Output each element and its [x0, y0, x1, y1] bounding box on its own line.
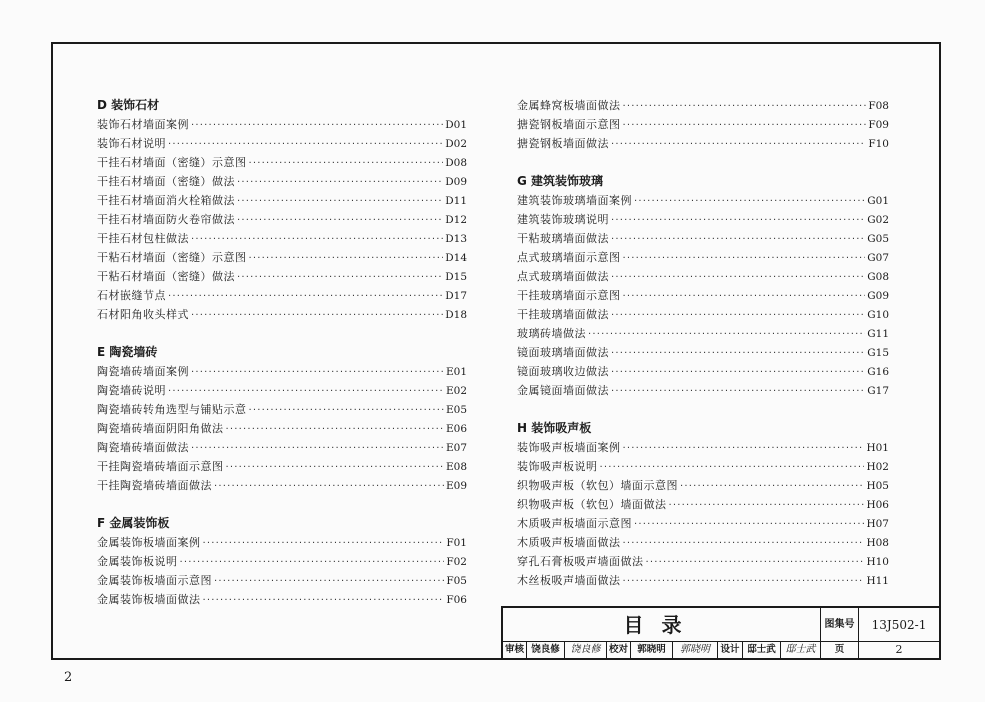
signature-row: [503, 642, 939, 658]
check-name: 郭晓明: [631, 642, 673, 658]
toc-entry-title: 干挂陶瓷墙砖墙面示意图: [97, 460, 224, 473]
toc-entry: [97, 305, 467, 324]
toc-entry-title: 金属装饰板墙面做法: [97, 593, 201, 606]
dot-leader: [237, 211, 443, 230]
toc-entry-code: H11: [866, 575, 889, 587]
dot-leader: [669, 496, 865, 515]
toc-entry: [97, 172, 467, 191]
toc-entry-title: 干粘石材墙面（密缝）做法: [97, 270, 235, 283]
toc-entry: [97, 590, 467, 609]
toc-entry: [517, 476, 889, 495]
section-gap: [517, 153, 889, 172]
toc-entry: [517, 514, 889, 533]
toc-entry-title: 陶瓷墙砖墙面阴阳角做法: [97, 422, 224, 435]
section-gap: [517, 400, 889, 419]
dot-leader: [226, 458, 444, 477]
toc-entry-title: 玻璃砖墙做法: [517, 327, 586, 340]
dot-leader: [611, 268, 865, 287]
toc-entry-code: E05: [445, 404, 467, 416]
toc-entry-code: G15: [867, 347, 889, 359]
dot-leader: [611, 363, 865, 382]
toc-entry: [517, 552, 889, 571]
dot-leader: [249, 401, 444, 420]
toc-entry: [97, 286, 467, 305]
review-name: 饶良修: [527, 642, 565, 658]
toc-entry: [517, 457, 889, 476]
toc-entry-code: H02: [866, 461, 889, 473]
toc-entry-code: G09: [867, 290, 889, 302]
toc-entry-code: D17: [445, 290, 467, 302]
toc-entry: [97, 229, 467, 248]
toc-entry-title: 干挂石材包柱做法: [97, 232, 189, 245]
toc-entry: [97, 419, 467, 438]
toc-entry-title: 干挂陶瓷墙砖墙面做法: [97, 479, 212, 492]
toc-entry-code: F06: [446, 594, 467, 606]
toc-entry-code: E07: [445, 442, 467, 454]
toc-entry-title: 干挂石材墙面（密缝）做法: [97, 175, 235, 188]
toc-entry-code: D15: [445, 271, 467, 283]
dot-leader: [203, 591, 445, 610]
toc-entry-code: D14: [445, 252, 467, 264]
toc-entry: [517, 362, 889, 381]
dot-leader: [623, 97, 867, 116]
page-label: 页: [821, 642, 859, 658]
toc-entry-title: 建筑装饰玻璃说明: [517, 213, 609, 226]
dot-leader: [611, 230, 865, 249]
toc-entry-code: G05: [867, 233, 889, 245]
toc-entry-title: 石材嵌缝节点: [97, 289, 166, 302]
toc-entry-code: D09: [445, 176, 467, 188]
toc-entry: [517, 96, 889, 115]
design-name: 邸士武: [743, 642, 781, 658]
toc-entry-title: 点式玻璃墙面示意图: [517, 251, 621, 264]
dot-leader: [634, 515, 864, 534]
toc-entry-code: E09: [445, 480, 467, 492]
toc-entry-code: D01: [445, 119, 467, 131]
dot-leader: [600, 458, 865, 477]
dot-leader: [168, 135, 443, 154]
dot-leader: [226, 420, 444, 439]
toc-entry: [517, 229, 889, 248]
toc-entry-code: G11: [867, 328, 889, 340]
toc-entry: [517, 495, 889, 514]
dot-leader: [623, 439, 865, 458]
toc-entry-title: 干挂石材墙面防火卷帘做法: [97, 213, 235, 226]
toc-entry-title: 金属装饰板墙面示意图: [97, 574, 212, 587]
toc-entry-code: D18: [445, 309, 467, 321]
toc-entry-code: F08: [868, 100, 889, 112]
section-heading: G 建筑装饰玻璃: [517, 174, 604, 188]
section-heading: H 装饰吸声板: [517, 421, 592, 435]
toc-entry-code: E08: [445, 461, 467, 473]
dot-leader: [191, 306, 443, 325]
section-gap: [97, 495, 467, 514]
design-signature: 邸士武: [781, 642, 821, 658]
toc-entry: [517, 438, 889, 457]
toc-right-column: [517, 96, 889, 590]
toc-entry-title: 金属镜面墙面做法: [517, 384, 609, 397]
toc-entry-title: 木质吸声板墙面做法: [517, 536, 621, 549]
toc-entry-title: 穿孔石膏板吸声墙面做法: [517, 555, 644, 568]
atlas-number: 13J502-1: [859, 608, 939, 642]
review-label: 审核: [503, 642, 527, 658]
dot-leader: [203, 534, 445, 553]
toc-entry: [517, 343, 889, 362]
toc-entry-title: 点式玻璃墙面做法: [517, 270, 609, 283]
toc-entry-code: H07: [866, 518, 889, 530]
design-label: 设计: [718, 642, 743, 658]
title-block: [501, 606, 939, 658]
toc-entry-code: D02: [445, 138, 467, 150]
toc-entry: [517, 210, 889, 229]
toc-entry: [517, 115, 889, 134]
toc-entry-code: H08: [866, 537, 889, 549]
dot-leader: [237, 192, 443, 211]
dot-leader: [191, 230, 443, 249]
dot-leader: [611, 344, 865, 363]
toc-entry: [97, 134, 467, 153]
toc-entry-code: D11: [445, 195, 467, 207]
check-signature: 郭晓明: [673, 642, 718, 658]
toc-left-column: [97, 96, 467, 609]
toc-entry-code: D12: [445, 214, 467, 226]
dot-leader: [237, 268, 443, 287]
toc-entry: [517, 305, 889, 324]
toc-entry-code: F05: [446, 575, 467, 587]
toc-entry: [517, 286, 889, 305]
dot-leader: [623, 572, 865, 591]
dot-leader: [611, 211, 865, 230]
atlas-number-label: 图集号: [821, 608, 859, 642]
toc-entry-title: 装饰吸声板墙面案例: [517, 441, 621, 454]
dot-leader: [168, 287, 443, 306]
toc-entry-title: 干粘石材墙面（密缝）示意图: [97, 251, 247, 264]
toc-entry-code: G16: [867, 366, 889, 378]
toc-entry: [97, 552, 467, 571]
toc-entry: [517, 191, 889, 210]
toc-entry-code: G01: [867, 195, 889, 207]
dot-leader: [623, 249, 866, 268]
toc-entry-title: 干挂石材墙面消火栓箱做法: [97, 194, 235, 207]
toc-entry-title: 织物吸声板（软包）墙面做法: [517, 498, 667, 511]
toc-entry: [97, 457, 467, 476]
dot-leader: [634, 192, 865, 211]
toc-entry-code: E06: [445, 423, 467, 435]
toc-entry-code: H05: [866, 480, 889, 492]
toc-entry: [97, 533, 467, 552]
toc-entry-code: G10: [867, 309, 889, 321]
dot-leader: [237, 173, 443, 192]
toc-entry: [517, 324, 889, 343]
section-heading: D 装饰石材: [97, 98, 160, 112]
toc-entry-title: 干挂玻璃墙面做法: [517, 308, 609, 321]
toc-entry-code: H06: [866, 499, 889, 511]
toc-entry-title: 陶瓷墙砖墙面案例: [97, 365, 189, 378]
dot-leader: [191, 363, 444, 382]
toc-entry: [97, 381, 467, 400]
toc-entry: [97, 267, 467, 286]
dot-leader: [611, 135, 866, 154]
sheet-page-number: 2: [895, 643, 903, 656]
page-number: 2: [64, 670, 73, 685]
toc-entry-code: G07: [867, 252, 889, 264]
toc-entry-title: 装饰石材墙面案例: [97, 118, 189, 131]
section-heading: F 金属装饰板: [97, 516, 170, 530]
dot-leader: [214, 477, 444, 496]
toc-entry-title: 木丝板吸声墙面做法: [517, 574, 621, 587]
toc-entry-code: G02: [867, 214, 889, 226]
dot-leader: [623, 534, 865, 553]
check-label: 校对: [607, 642, 631, 658]
toc-entry-code: F01: [446, 537, 467, 549]
toc-entry-code: F02: [446, 556, 467, 568]
toc-entry-title: 干挂玻璃墙面示意图: [517, 289, 621, 302]
toc-entry-title: 建筑装饰玻璃墙面案例: [517, 194, 632, 207]
dot-leader: [588, 325, 865, 344]
toc-entry: [97, 571, 467, 590]
toc-entry: [517, 533, 889, 552]
toc-entry: [517, 267, 889, 286]
toc-entry-title: 陶瓷墙砖转角选型与铺贴示意: [97, 403, 247, 416]
section-heading: E 陶瓷墙砖: [97, 345, 158, 359]
section-gap: [97, 324, 467, 343]
toc-entry: [97, 191, 467, 210]
toc-entry-code: H01: [866, 442, 889, 454]
dot-leader: [249, 249, 444, 268]
toc-entry-code: D13: [445, 233, 467, 245]
toc-entry-title: 金属蜂窝板墙面做法: [517, 99, 621, 112]
dot-leader: [191, 439, 444, 458]
toc-entry: [97, 362, 467, 381]
sheet-title: 目录: [503, 608, 821, 642]
dot-leader: [646, 553, 865, 572]
toc-entry: [517, 248, 889, 267]
toc-entry-code: F09: [868, 119, 889, 131]
toc-entry-title: 镜面玻璃收边做法: [517, 365, 609, 378]
toc-entry: [97, 400, 467, 419]
toc-entry-title: 金属装饰板说明: [97, 555, 178, 568]
toc-entry-title: 陶瓷墙砖墙面做法: [97, 441, 189, 454]
toc-entry: [97, 153, 467, 172]
toc-entry-code: G08: [867, 271, 889, 283]
dot-leader: [623, 287, 866, 306]
toc-entry: [97, 438, 467, 457]
toc-entry: [97, 115, 467, 134]
toc-entry-title: 织物吸声板（软包）墙面示意图: [517, 479, 678, 492]
toc-entry-title: 石材阳角收头样式: [97, 308, 189, 321]
toc-entry-title: 搪瓷钢板墙面示意图: [517, 118, 621, 131]
dot-leader: [249, 154, 444, 173]
dot-leader: [680, 477, 864, 496]
toc-entry-title: 金属装饰板墙面案例: [97, 536, 201, 549]
toc-entry: [97, 476, 467, 495]
dot-leader: [623, 116, 867, 135]
toc-entry: [97, 248, 467, 267]
review-signature: 饶良修: [565, 642, 607, 658]
toc-entry-code: E02: [445, 385, 467, 397]
dot-leader: [611, 382, 865, 401]
toc-entry-title: 镜面玻璃墙面做法: [517, 346, 609, 359]
toc-entry-title: 装饰吸声板说明: [517, 460, 598, 473]
dot-leader: [214, 572, 444, 591]
dot-leader: [180, 553, 445, 572]
toc-entry: [97, 210, 467, 229]
toc-entry-code: G17: [867, 385, 889, 397]
dot-leader: [611, 306, 865, 325]
dot-leader: [168, 382, 444, 401]
toc-entry-title: 陶瓷墙砖说明: [97, 384, 166, 397]
toc-entry-title: 干挂石材墙面（密缝）示意图: [97, 156, 247, 169]
toc-entry-title: 干粘玻璃墙面做法: [517, 232, 609, 245]
toc-entry: [517, 571, 889, 590]
toc-entry-code: H10: [866, 556, 889, 568]
toc-entry-code: D08: [445, 157, 467, 169]
dot-leader: [191, 116, 443, 135]
toc-entry: [517, 381, 889, 400]
toc-entry-title: 搪瓷钢板墙面做法: [517, 137, 609, 150]
toc-entry-code: F10: [868, 138, 889, 150]
toc-entry-title: 木质吸声板墙面示意图: [517, 517, 632, 530]
toc-entry-title: 装饰石材说明: [97, 137, 166, 150]
toc-entry-code: E01: [445, 366, 467, 378]
toc-entry: [517, 134, 889, 153]
